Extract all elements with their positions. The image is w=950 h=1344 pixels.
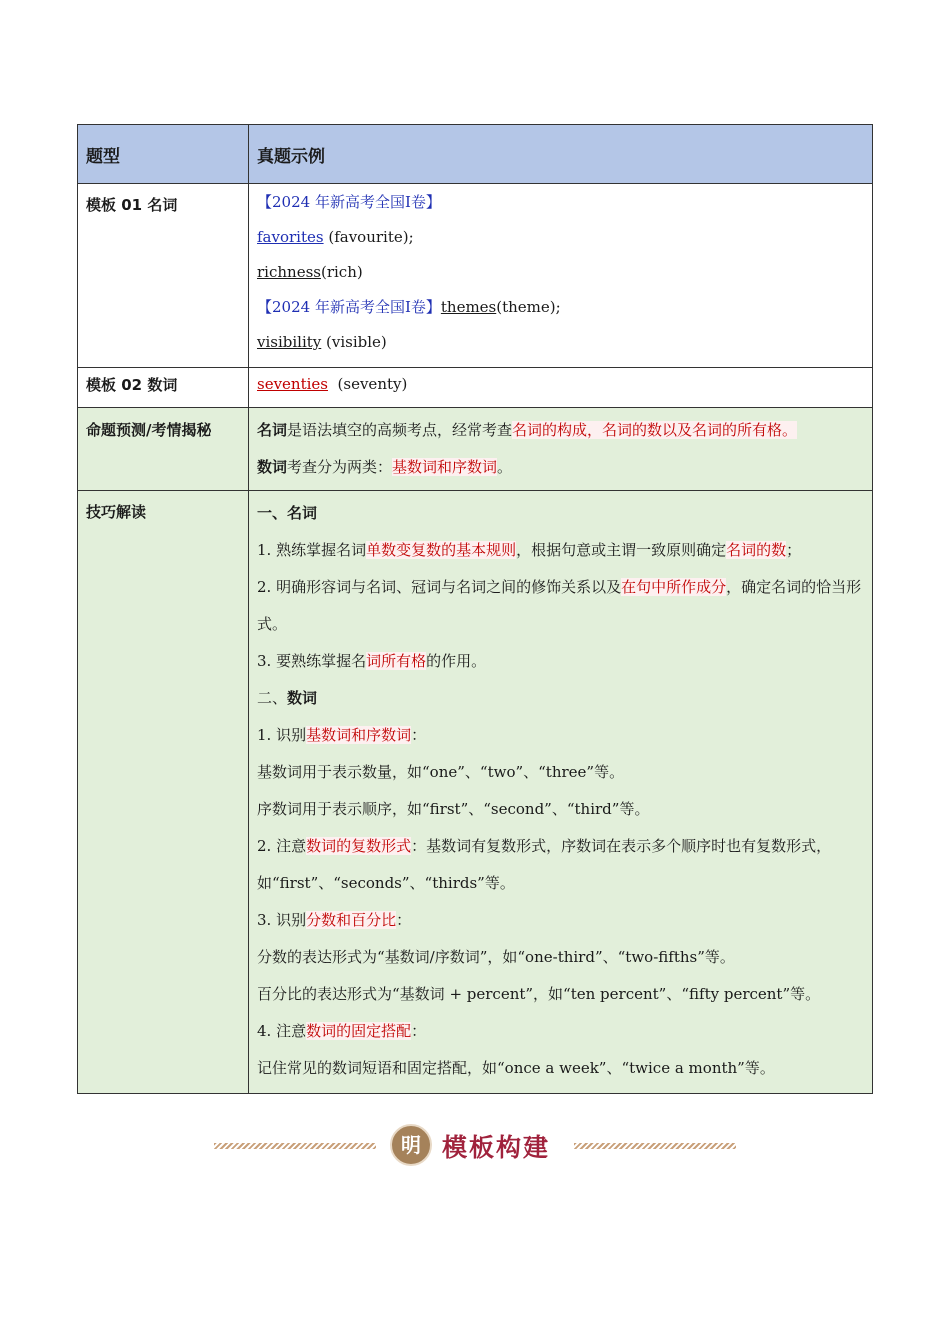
row-label-tips: 技巧解读 (78, 491, 249, 1094)
text: ： (411, 726, 427, 744)
text: ； (786, 541, 802, 559)
base-word: (theme); (496, 298, 561, 316)
base-word: (rich) (320, 263, 363, 281)
example-line (257, 293, 864, 328)
highlight: 分数和百分比 (306, 911, 397, 929)
text: ： (396, 911, 412, 929)
tips-content (249, 491, 873, 1094)
numeral-examples (249, 368, 873, 408)
text: 1. 识别 (257, 726, 307, 744)
tip-item (257, 1013, 864, 1050)
text: ： (411, 1022, 427, 1040)
text: 是语法填空的高频考点，经常考查 (287, 421, 513, 439)
highlight: 名词的构成，名词的数以及名词的所有格。 (512, 421, 798, 439)
base-word: (seventy) (328, 375, 408, 393)
answer-word: richness (257, 263, 321, 281)
highlight: 在句中所作成分 (621, 578, 727, 596)
text: ，根据句意或主谓一致原则确定 (516, 541, 727, 559)
row-label-noun: 模板 01 名词 (78, 184, 249, 368)
tip-item: 基数词用于表示数量，如“one”、“two”、“three”等。 (257, 763, 625, 781)
answer-word: themes (440, 298, 497, 316)
tip-item: 分数的表达形式为“基数词/序数词”，如“one-third”、“two-fifths”等。 (257, 948, 735, 966)
tip-item (257, 828, 864, 902)
table-row-numeral (78, 368, 873, 408)
highlight: 单数变复数的基本规则 (366, 541, 517, 559)
table-row-tips (78, 491, 873, 1094)
tip-item: 序数词用于表示顺序，如“first”、“second”、“third”等。 (257, 800, 650, 818)
forecast-numeral (257, 449, 864, 486)
example-line (257, 328, 864, 363)
header-examples: 真题示例 (249, 125, 873, 184)
table-header-row (78, 125, 873, 184)
banner-stripe-left (214, 1143, 376, 1149)
highlight: 基数词和序数词 (306, 726, 412, 744)
section-banner (214, 1122, 736, 1170)
text: 二、 (257, 689, 288, 707)
tip-item (257, 532, 864, 569)
highlight: 数词的固定搭配 (306, 1022, 412, 1040)
noun-examples (249, 184, 873, 368)
tip-item: 记住常见的数词短语和固定搭配，如“once a week”、“twice a month”等。 (257, 1059, 775, 1077)
highlight: 词所有格 (366, 652, 427, 670)
example-line (257, 258, 864, 293)
base-word: (visible) (321, 333, 387, 351)
text: 2. 明确形容词与名词、冠词与名词之间的修饰关系以及 (257, 578, 622, 596)
row-label-numeral: 模板 02 数词 (78, 368, 249, 408)
banner-title: 模板构建 (442, 1133, 551, 1162)
text: ：基数词有复数形式，序数词在表示多个顺序时也有复数形式，如“first”、“seconds”、“thirds”等。 (257, 837, 832, 892)
example-line (257, 370, 864, 405)
header-type: 题型 (78, 125, 249, 184)
row-label-forecast: 命题预测/考情揭秘 (78, 408, 249, 491)
exam-source: 【2024 年新高考全国Ⅰ卷】 (257, 193, 441, 211)
tip-item (257, 569, 864, 643)
answer-word: seventies (257, 375, 328, 393)
text: 2. 注意 (257, 837, 307, 855)
table-row-forecast (78, 408, 873, 491)
table-row-noun (78, 184, 873, 368)
text: ，确定名词的恰当形式。 (257, 578, 862, 633)
example-line (257, 223, 864, 258)
exam-source: 【2024 年新高考全国Ⅰ卷】 (257, 298, 441, 316)
highlight: 名词的数 (726, 541, 787, 559)
text: 。 (497, 458, 513, 476)
text: 的作用。 (426, 652, 487, 670)
forecast-noun (257, 412, 864, 449)
answer-word: favorites (257, 228, 324, 246)
text: 1. 熟练掌握名词 (257, 541, 367, 559)
answer-word: visibility (257, 333, 322, 351)
keyword: 数词 (287, 689, 318, 707)
template-table (77, 124, 873, 1094)
base-word: (favourite); (323, 228, 414, 246)
logo-icon: 明 (390, 1124, 432, 1166)
text: 4. 注意 (257, 1022, 307, 1040)
tip-item: 百分比的表达形式为“基数词 + percent”，如“ten percent”、“fifty percent”等。 (257, 985, 821, 1003)
tip-item (257, 902, 864, 939)
keyword: 数词 (257, 458, 288, 476)
banner-stripe-right (574, 1143, 736, 1149)
text: 考查分为两类： (287, 458, 393, 476)
tip-item (257, 717, 864, 754)
highlight: 基数词和序数词 (392, 458, 498, 476)
text: 3. 要熟练掌握名 (257, 652, 367, 670)
highlight: 数词的复数形式 (306, 837, 412, 855)
section-numeral (257, 680, 864, 717)
keyword: 名词 (257, 421, 288, 439)
text: 3. 识别 (257, 911, 307, 929)
tip-item (257, 643, 864, 680)
forecast-content (249, 408, 873, 491)
section-noun: 一、名词 (257, 504, 318, 522)
